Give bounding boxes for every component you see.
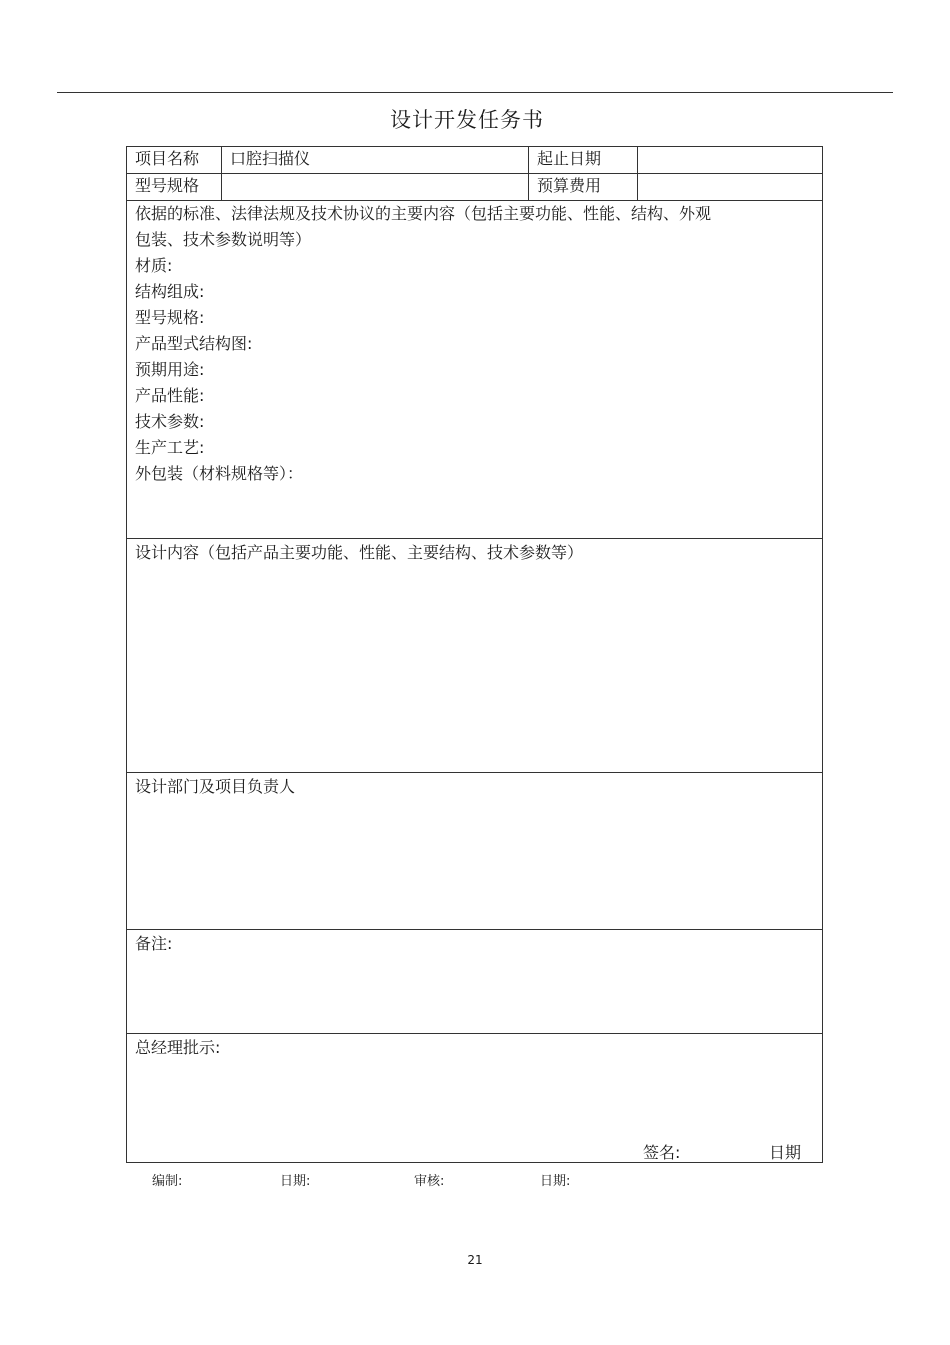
start-end-date-label: 起止日期 bbox=[528, 147, 637, 173]
performance-field-label: 产品性能: bbox=[135, 386, 205, 405]
intended-use-field-label: 预期用途: bbox=[135, 360, 205, 379]
tech-params-field-label: 技术参数: bbox=[135, 412, 205, 431]
approval-label: 总经理批示: bbox=[135, 1038, 221, 1057]
model-spec-label: 型号规格 bbox=[135, 176, 200, 195]
budget-value[interactable] bbox=[637, 174, 822, 200]
basis-text bbox=[135, 201, 711, 487]
basis-line: 依据的标准、法律法规及技术协议的主要内容（包括主要功能、性能、结构、外观 bbox=[135, 204, 712, 223]
prepared-by-label: 编制: bbox=[152, 1174, 183, 1189]
budget-label: 预算费用 bbox=[528, 174, 637, 200]
material-field-label: 材质: bbox=[135, 256, 173, 275]
model-spec-value[interactable] bbox=[221, 174, 528, 200]
structure-field-label: 结构组成: bbox=[135, 282, 205, 301]
department-label: 设计部门及项目负责人 bbox=[135, 777, 296, 796]
project-name-label: 项目名称 bbox=[135, 149, 200, 168]
project-name-value[interactable]: 口腔扫描仪 bbox=[221, 147, 528, 173]
approval-date-label: 日期 bbox=[769, 1143, 802, 1162]
approval-section[interactable] bbox=[127, 1034, 822, 1162]
header-row-model bbox=[127, 174, 822, 201]
process-field-label: 生产工艺: bbox=[135, 438, 205, 457]
remarks-label: 备注: bbox=[135, 934, 173, 953]
task-form bbox=[126, 146, 823, 1163]
document-title: 设计开发任务书 bbox=[390, 108, 544, 132]
structure-drawing-field-label: 产品型式结构图: bbox=[135, 334, 253, 353]
design-content-label: 设计内容（包括产品主要功能、性能、主要结构、技术参数等） bbox=[135, 543, 584, 562]
model-field-label: 型号规格: bbox=[135, 308, 205, 327]
top-rule bbox=[57, 92, 893, 93]
basis-section bbox=[127, 201, 822, 539]
basis-line: 包装、技术参数说明等） bbox=[135, 230, 312, 249]
reviewed-date-label: 日期: bbox=[540, 1174, 571, 1189]
department-section[interactable] bbox=[127, 773, 822, 930]
header-row-project bbox=[127, 147, 822, 174]
signature-label: 签名: bbox=[643, 1143, 681, 1162]
page-number: 21 bbox=[467, 1253, 483, 1267]
packaging-field-label: 外包装（材料规格等）： bbox=[135, 464, 304, 483]
prepared-date-label: 日期: bbox=[280, 1174, 311, 1189]
reviewed-by-label: 审核: bbox=[414, 1174, 445, 1189]
remarks-section[interactable] bbox=[127, 930, 822, 1034]
start-end-date-value[interactable] bbox=[637, 147, 822, 173]
design-content-section[interactable] bbox=[127, 539, 822, 773]
